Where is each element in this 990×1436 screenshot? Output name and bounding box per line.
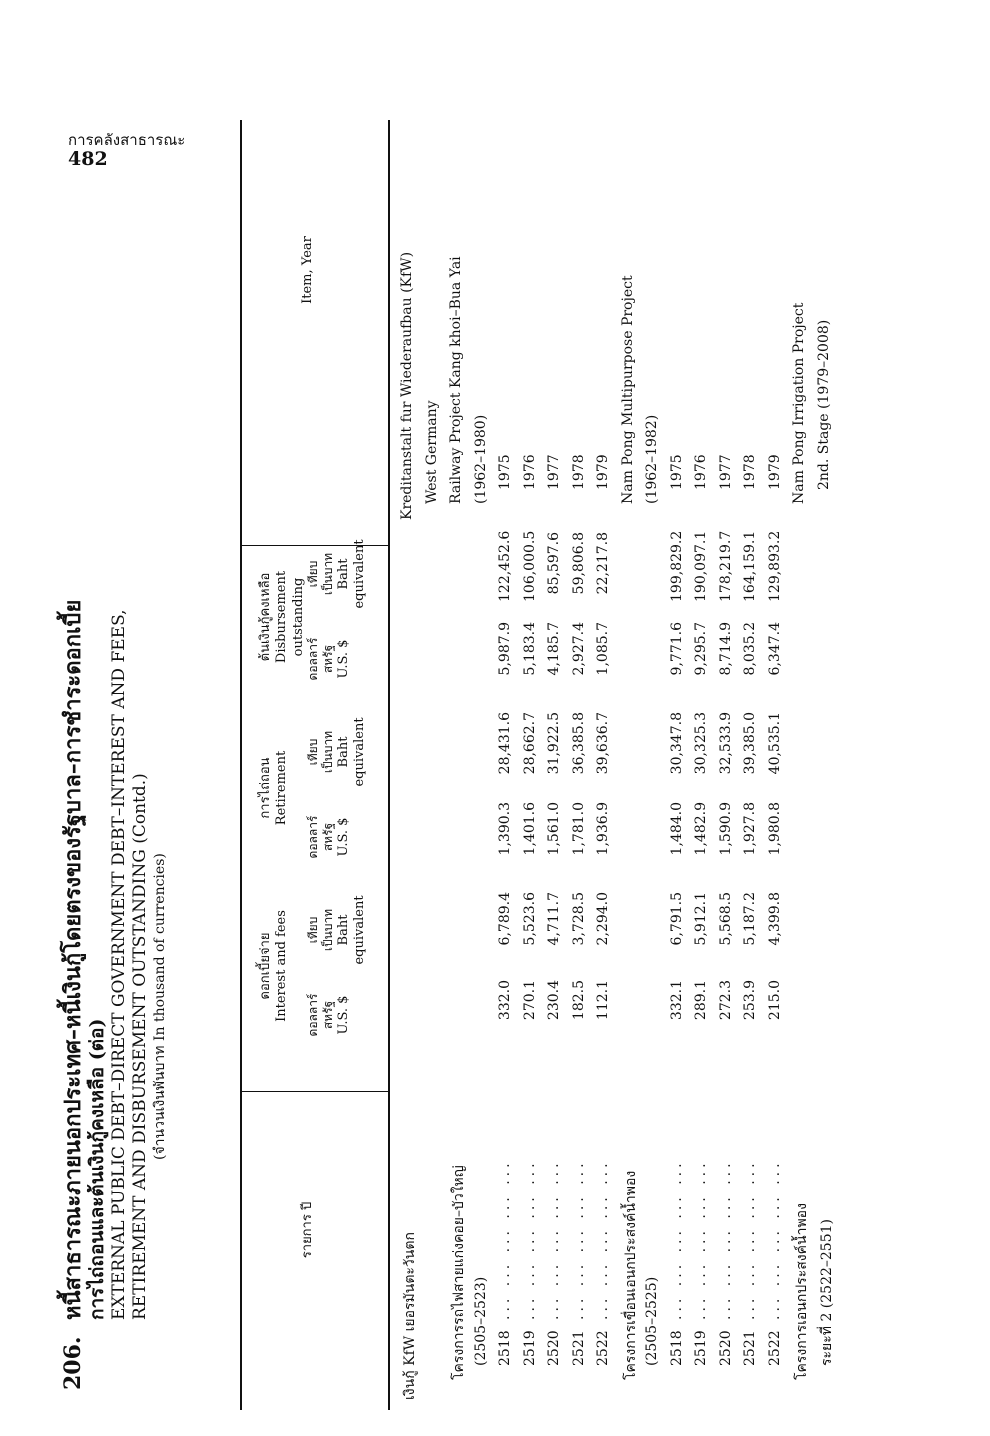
year-english: 1975 <box>497 454 513 490</box>
usd-english: U.S. $ <box>336 995 351 1035</box>
retirement-baht-value: 31,922.5 <box>546 712 562 775</box>
baht-english-2: equivalent <box>352 717 368 787</box>
leader-dots: ... ... ... ... ... <box>546 1159 562 1320</box>
interest-usd-value: 215.0 <box>766 980 783 1021</box>
outstanding-usd-value: 8,714.9 <box>717 622 734 676</box>
outstanding-baht-value: 106,000.5 <box>521 530 538 602</box>
outstanding-usd-header <box>306 624 352 694</box>
item-thai: โครงการเขื่อนเอนกประสงค์น้ำพอง <box>622 1170 639 1380</box>
year-english: 1979 <box>766 454 783 490</box>
year-thai: 2519 <box>693 1330 709 1366</box>
interest-usd-value: 289.1 <box>693 980 709 1021</box>
retirement-usd-value: 1,980.8 <box>766 802 783 856</box>
baht-thai-2: เป็นบาท <box>321 908 335 952</box>
retirement-usd-value: 1,936.9 <box>595 802 611 856</box>
page-number: 482 <box>68 148 108 171</box>
retirement-usd-value: 1,590.9 <box>717 802 734 856</box>
year-thai: 2522 <box>595 1330 611 1366</box>
outstanding-baht-value: 199,829.2 <box>668 530 685 602</box>
table-row <box>470 120 495 1410</box>
year-thai: 2522 <box>766 1330 783 1366</box>
leader-dots: ... ... ... ... ... <box>742 1159 758 1320</box>
outstanding-baht-value: 129,893.2 <box>766 530 783 602</box>
unit-note: (จำนวนเงินพันบาท In thousand of currencies) <box>151 853 168 1160</box>
table-row <box>421 120 446 1410</box>
interest-baht-value: 5,912.1 <box>693 892 709 946</box>
table-row <box>568 120 593 1410</box>
outstanding-baht-value: 85,597.6 <box>546 532 562 595</box>
year-thai: 2520 <box>717 1330 734 1366</box>
interest-baht-value: 2,294.0 <box>595 892 611 946</box>
item-english: Kreditanstalt fur Wiederaufbau (KfW) <box>399 251 415 520</box>
usd-thai-2: สหรัฐ <box>321 1000 335 1030</box>
item-thai: โครงการรถไฟสายแก่งคอย–บัวใหญ่ <box>451 1165 467 1380</box>
interest-header-english: Interest and fees <box>274 910 290 1022</box>
retirement-usd-value: 1,484.0 <box>668 802 685 856</box>
retirement-baht-value: 39,385.0 <box>742 712 758 775</box>
table-row <box>592 120 617 1410</box>
retirement-baht-value: 30,325.3 <box>693 712 709 775</box>
table-row <box>543 120 568 1410</box>
top-rule <box>240 120 242 1410</box>
baht-english-1: Baht <box>336 736 351 768</box>
leader-dots: ... ... ... ... ... <box>693 1159 709 1320</box>
item-english: Nam Pong Multipurpose Project <box>619 275 636 504</box>
interest-usd-value: 182.5 <box>570 980 587 1021</box>
interest-header-thai: ดอกเบี้ยจ่าย <box>258 932 273 1000</box>
leader-dots: ... ... ... ... ... <box>497 1159 513 1320</box>
usd-thai-2: สหรัฐ <box>321 644 335 674</box>
retirement-baht-value: 28,431.6 <box>497 712 513 775</box>
title-thai-line-1: หนี้สาธารณะภายนอกประเทศ–หนี้เงินกู้โดยตรงของรัฐบาล–การชำระดอกเบี้ย <box>60 599 86 1320</box>
year-english: 1977 <box>717 454 734 490</box>
table-title <box>60 140 169 1390</box>
year-thai: 2518 <box>668 1330 685 1366</box>
interest-baht-value: 6,791.5 <box>668 892 685 946</box>
table-row <box>445 120 470 1410</box>
usd-english: U.S. $ <box>336 639 351 679</box>
table-row <box>641 120 666 1410</box>
table-row <box>666 120 691 1410</box>
table-body <box>396 120 837 1410</box>
rotated-table-page <box>30 120 980 1410</box>
retirement-baht-value: 40,535.1 <box>766 712 783 775</box>
year-english: 1978 <box>742 454 758 490</box>
year-thai: 2520 <box>546 1330 562 1366</box>
interest-usd-value: 253.9 <box>742 980 758 1021</box>
year-english: 1979 <box>595 454 611 490</box>
outstanding-header-thai: ต้นเงินกู้คงเหลือ <box>258 572 273 662</box>
outstanding-usd-value: 2,927.4 <box>570 622 587 676</box>
outstanding-baht-value: 178,219.7 <box>717 530 734 602</box>
outstanding-usd-value: 5,183.4 <box>521 622 538 676</box>
usd-thai-1: ดอลลาร์ <box>306 993 320 1037</box>
interest-usd-value: 332.0 <box>497 980 513 1021</box>
table-row <box>715 120 740 1410</box>
retirement-header-english: Retirement <box>274 750 290 826</box>
retirement-group-header <box>258 704 291 872</box>
interest-baht-value: 5,568.5 <box>717 892 734 946</box>
year-thai: 2518 <box>497 1330 513 1366</box>
leader-dots: ... ... ... ... ... <box>766 1159 783 1320</box>
table-row <box>494 120 519 1410</box>
baht-thai-2: เป็นบาท <box>321 730 335 774</box>
item-english: Railway Project Kang khoi–Bua Yai <box>448 256 464 504</box>
retirement-baht-value: 39,636.7 <box>595 712 611 775</box>
outstanding-baht-value: 164,159.1 <box>742 530 758 602</box>
item-thai: โครงการเอนกประสงค์น้ำพอง <box>794 1203 810 1380</box>
leader-dots: ... ... ... ... ... <box>668 1159 685 1320</box>
baht-english-2: equivalent <box>352 895 368 965</box>
item-thai: ระยะที่ 2 (2522–2551) <box>818 1219 835 1366</box>
item-english: (1962–1980) <box>472 414 489 504</box>
table-row <box>764 120 789 1410</box>
year-thai: 2521 <box>742 1330 758 1366</box>
item-thai: (2505–2525) <box>644 1276 660 1366</box>
retirement-baht-header <box>306 712 369 792</box>
leader-dots: ... ... ... ... ... <box>717 1159 734 1320</box>
outstanding-baht-value: 59,806.8 <box>570 532 587 595</box>
usd-thai-1: ดอลลาร์ <box>306 637 320 681</box>
interest-usd-value: 112.1 <box>595 980 611 1021</box>
outstanding-baht-value: 22,217.8 <box>595 532 611 595</box>
table-row <box>617 120 642 1410</box>
retirement-usd-value: 1,561.0 <box>546 802 562 856</box>
table-row <box>813 120 838 1410</box>
header-rule <box>388 120 390 1410</box>
retirement-usd-value: 1,781.0 <box>570 802 587 856</box>
year-thai: 2519 <box>521 1330 538 1366</box>
table-row <box>788 120 813 1410</box>
retirement-usd-header <box>306 802 352 872</box>
outstanding-usd-value: 5,987.9 <box>497 622 513 676</box>
usd-thai-2: สหรัฐ <box>321 822 335 852</box>
year-english: 1977 <box>546 454 562 490</box>
table-row <box>519 120 544 1410</box>
baht-english-1: Baht <box>336 558 351 590</box>
usd-thai-1: ดอลลาร์ <box>306 815 320 859</box>
leader-dots: ... ... ... ... ... <box>570 1159 587 1320</box>
retirement-usd-value: 1,927.8 <box>742 802 758 856</box>
outstanding-header-english: Disbursement outstanding <box>274 570 306 664</box>
outstanding-usd-value: 1,085.7 <box>595 622 611 676</box>
usd-english: U.S. $ <box>336 817 351 857</box>
year-english: 1976 <box>693 454 709 490</box>
retirement-usd-value: 1,390.3 <box>497 802 513 856</box>
outstanding-usd-value: 4,185.7 <box>546 622 562 676</box>
outstanding-usd-value: 9,771.6 <box>668 622 685 676</box>
retirement-baht-value: 30,347.8 <box>668 712 685 775</box>
outstanding-baht-header <box>306 534 369 614</box>
interest-baht-header <box>306 890 369 970</box>
retirement-baht-value: 28,662.7 <box>521 712 538 775</box>
baht-thai-2: เป็นบาท <box>321 552 335 596</box>
retirement-baht-value: 36,385.8 <box>570 712 587 775</box>
baht-thai-1: เทียบ <box>306 560 320 588</box>
year-english: 1975 <box>668 454 685 490</box>
baht-english-1: Baht <box>336 914 351 946</box>
interest-baht-value: 4,399.8 <box>766 892 783 946</box>
interest-usd-value: 272.3 <box>717 980 734 1021</box>
interest-usd-value: 332.1 <box>668 980 685 1021</box>
leader-dots: ... ... ... ... ... <box>595 1159 611 1320</box>
interest-baht-value: 4,711.7 <box>546 892 562 946</box>
retirement-baht-value: 32,533.9 <box>717 712 734 775</box>
interest-baht-value: 6,789.4 <box>497 892 513 946</box>
item-english: 2nd. Stage (1979–2008) <box>815 319 832 490</box>
table-row <box>690 120 715 1410</box>
title-english-line-2: RETIREMENT AND DISBURSEMENT OUTSTANDING (Contd.) <box>129 773 150 1320</box>
interest-baht-value: 5,187.2 <box>742 892 758 946</box>
retirement-header-thai: การไถ่ถอน <box>258 757 273 819</box>
table-number: 206. <box>60 1336 86 1390</box>
item-year-header-thai: รายการ ปี <box>300 1201 315 1259</box>
title-english-line-1: EXTERNAL PUBLIC DEBT–DIRECT GOVERNMENT DEBT–INTEREST AND FEES, <box>109 609 130 1320</box>
leader-dots: ... ... ... ... ... <box>521 1159 538 1320</box>
outstanding-usd-value: 6,347.4 <box>766 622 783 676</box>
item-english: West Germany <box>423 400 440 504</box>
table-row <box>739 120 764 1410</box>
item-thai: (2505–2523) <box>472 1276 489 1366</box>
item-year-header-english: Item, Year <box>300 236 315 304</box>
column-divider-left <box>240 1091 388 1092</box>
interest-usd-value: 270.1 <box>521 980 538 1021</box>
baht-english-2: equivalent <box>352 539 368 609</box>
department-label: การคลังสาธารณะ <box>68 131 186 149</box>
item-english: (1962–1982) <box>644 414 660 504</box>
interest-baht-value: 5,523.6 <box>521 892 538 946</box>
retirement-usd-value: 1,401.6 <box>521 802 538 856</box>
baht-thai-1: เทียบ <box>306 738 320 766</box>
outstanding-usd-value: 9,295.7 <box>693 622 709 676</box>
baht-thai-1: เทียบ <box>306 916 320 944</box>
year-thai: 2521 <box>570 1330 587 1366</box>
interest-usd-header <box>306 980 352 1050</box>
year-english: 1978 <box>570 454 587 490</box>
interest-usd-value: 230.4 <box>546 980 562 1021</box>
title-thai-line-2: การไถ่ถอนและต้นเงินกู้คงเหลือ (ต่อ) <box>86 1018 109 1320</box>
item-thai: เงินกู้ KfW เยอรมันตะวันตก <box>402 1232 418 1400</box>
outstanding-baht-value: 190,097.1 <box>693 530 709 602</box>
item-english: Nam Pong Irrigation Project <box>791 302 807 504</box>
interest-group-header <box>258 882 291 1050</box>
retirement-usd-value: 1,482.9 <box>693 802 709 856</box>
outstanding-usd-value: 8,035.2 <box>742 622 758 676</box>
outstanding-baht-value: 122,452.6 <box>497 530 513 602</box>
year-english: 1976 <box>521 454 538 490</box>
outstanding-group-header <box>258 530 307 704</box>
interest-baht-value: 3,728.5 <box>570 892 587 946</box>
table-row <box>396 120 421 1410</box>
